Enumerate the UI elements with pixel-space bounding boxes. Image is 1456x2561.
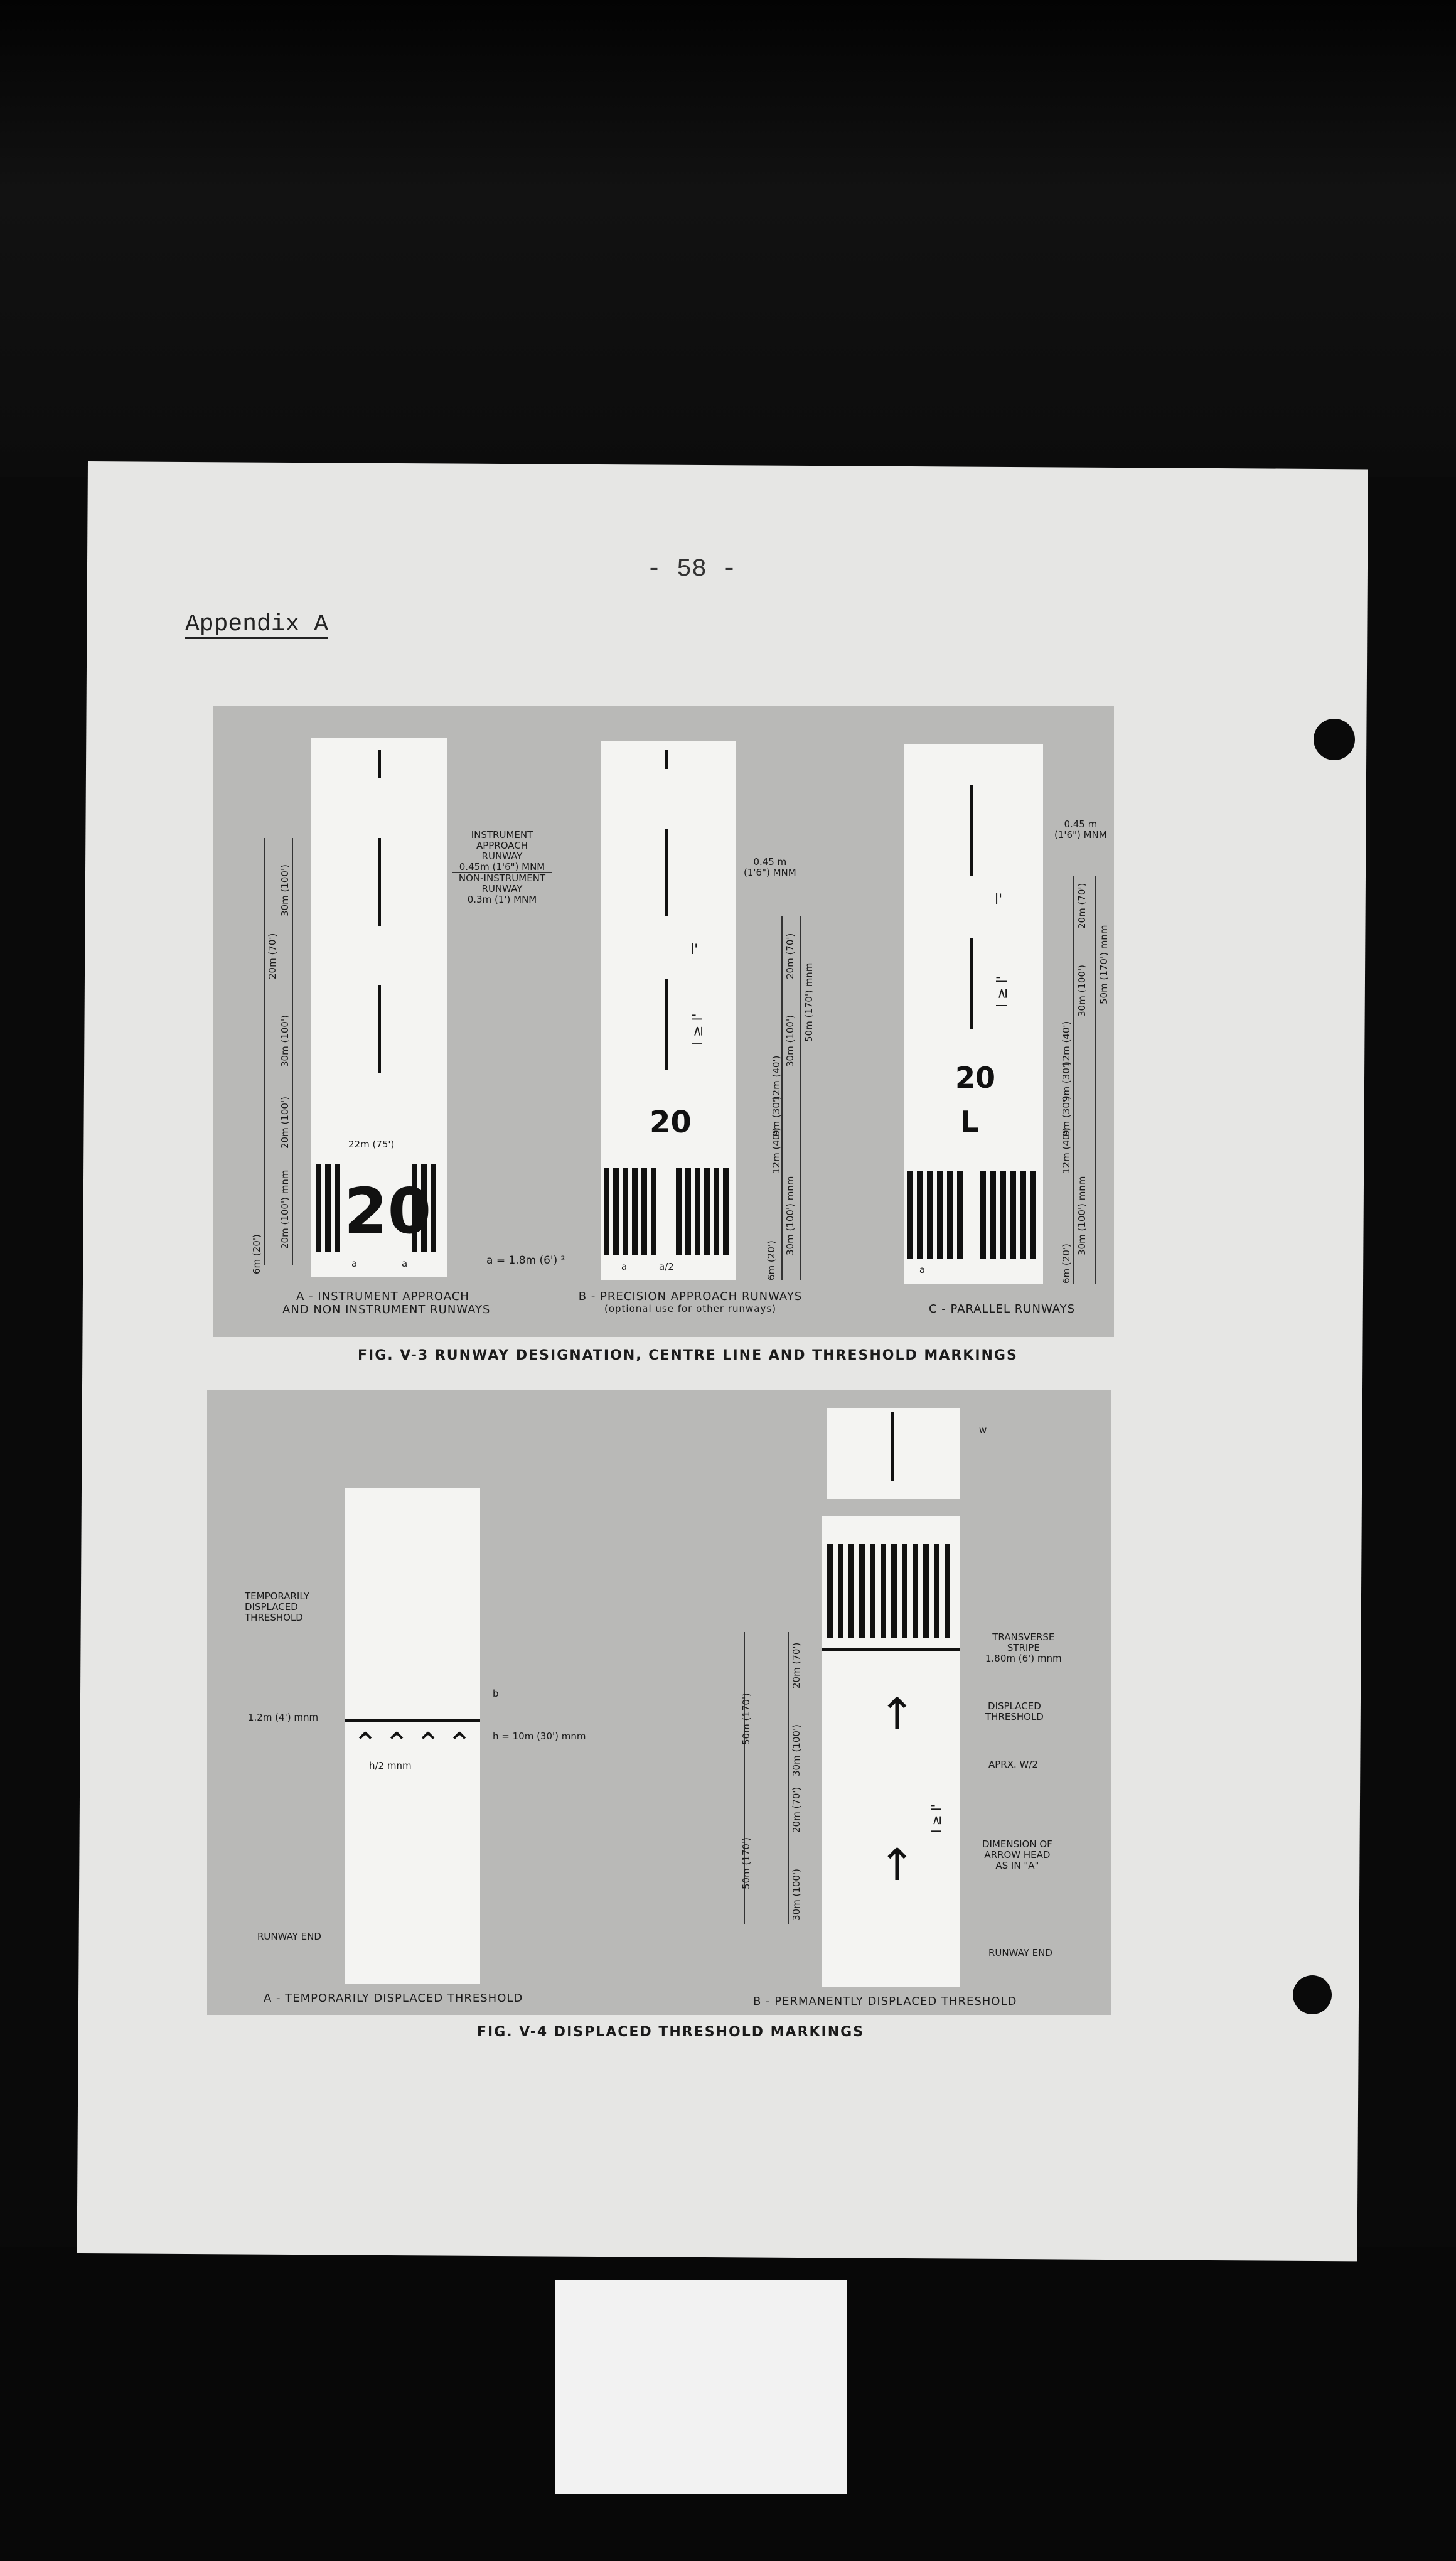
centreline-b-3 (665, 979, 668, 1070)
threshold-stripe (923, 1544, 929, 1638)
dimension-line (1073, 876, 1074, 1284)
dim-label: 20m (70') (791, 1786, 802, 1833)
threshold-stripe (990, 1171, 996, 1259)
dim-label: 12m (40') (1061, 1021, 1072, 1067)
a-label: a (919, 1264, 926, 1275)
threshold-stripe (1010, 1171, 1016, 1259)
arrow-up-icon: ↑ (879, 1689, 916, 1740)
dim-label: 50m (170') (741, 1837, 752, 1889)
dim-label: 50m (170') (741, 1693, 752, 1745)
threshold-stripe (917, 1171, 923, 1259)
threshold-stripe (714, 1168, 719, 1255)
arrow-up-icon: ↑ (879, 1839, 916, 1891)
dim-label: 30m (100') (791, 1724, 802, 1776)
dim-label: 9m (30') (1061, 1096, 1072, 1136)
b-label: b (493, 1688, 499, 1699)
threshold-stripe (927, 1171, 933, 1259)
dim-label: 30m (100') (279, 864, 291, 916)
l-label: l' (995, 892, 1003, 908)
dim-label: 12m (40') (771, 1127, 782, 1174)
page-number: - 58 - (646, 556, 737, 584)
threshold-stripe (848, 1544, 854, 1638)
threshold-stripe (704, 1168, 710, 1255)
caption-a: A - INSTRUMENT APPROACH AND NON INSTRUMENT RUNWAYS (282, 1290, 491, 1316)
centreline-a-1 (378, 750, 381, 778)
film-border-top (0, 0, 1456, 477)
runway-end-b: RUNWAY END (988, 1947, 1052, 1958)
dim-label: 30m (100') mnm (784, 1176, 796, 1255)
a-label: a (402, 1258, 408, 1269)
a-formula: a = 1.8m (6') ² (486, 1254, 565, 1267)
ineq-v4: l ≥ l' (929, 1803, 944, 1833)
caption-c: C - PARALLEL RUNWAYS (929, 1302, 1076, 1316)
dim-label: 30m (100') mnm (1076, 1176, 1088, 1255)
centreline-a-2 (378, 838, 381, 926)
instrument-note: INSTRUMENT APPROACH RUNWAY 0.45m (1'6") MNM NON-INSTRUMENT RUNWAY 0.3m (1') MNM (452, 830, 552, 905)
caption-v4-a: A - TEMPORARILY DISPLACED THRESHOLD (264, 1992, 523, 2005)
width-label-a: 22m (75') (348, 1139, 395, 1150)
dim-label: 20m (100') mnm (279, 1169, 291, 1249)
threshold-stripe (945, 1544, 950, 1638)
designator-a: 20 (344, 1174, 432, 1248)
dim-label: 12m (40') (771, 1055, 782, 1102)
dimension-line (788, 1632, 789, 1924)
threshold-stripe (907, 1171, 913, 1259)
threshold-stripe (937, 1171, 943, 1259)
dim-label: 6m (20') (1061, 1243, 1072, 1284)
dim-label: 9m (30') (1061, 1061, 1072, 1102)
threshold-stripe (881, 1544, 886, 1638)
threshold-stripe (902, 1544, 907, 1638)
a-label: a (621, 1261, 628, 1272)
displaced-threshold-label: DISPLACED THRESHOLD (985, 1700, 1044, 1722)
designator-c: 20 (955, 1061, 996, 1095)
threshold-stripe (431, 1164, 436, 1252)
ineq-b: l ≥ l' (690, 1013, 706, 1045)
arrow-head-icon: ⌃ (384, 1726, 410, 1761)
arrow-head-icon: ⌃ (415, 1726, 441, 1761)
dim-label: 50m (170') mnm (1098, 925, 1110, 1004)
threshold-stripe (980, 1171, 986, 1259)
threshold-stripe (676, 1168, 682, 1255)
centreline-v4-b-top (891, 1412, 894, 1481)
dim-label: 20m (70') (791, 1642, 802, 1689)
threshold-stripe (1000, 1171, 1006, 1259)
centreline-c-2 (970, 938, 973, 1029)
a-label: a (351, 1258, 358, 1269)
dim-label: 20m (70') (784, 933, 796, 979)
blank-card (555, 2280, 847, 2494)
threshold-stripe (641, 1168, 647, 1255)
half-a-label: a/2 (659, 1261, 674, 1272)
transverse-line-a (345, 1719, 480, 1722)
threshold-stripe (913, 1544, 918, 1638)
dimension-line (292, 838, 293, 1265)
punch-hole-bottom (1293, 1975, 1332, 2014)
centreline-a-3 (378, 985, 381, 1073)
dim-label: 20m (100') (279, 1097, 291, 1149)
dimension-line (800, 916, 801, 1280)
dim-label: 30m (100') (791, 1869, 802, 1921)
caption-v4-b: B - PERMANENTLY DISPLACED THRESHOLD (753, 1995, 1017, 2008)
fig-v4-title: FIG. V-4 DISPLACED THRESHOLD MARKINGS (477, 2024, 865, 2040)
threshold-stripe (957, 1171, 963, 1259)
threshold-stripe (1030, 1171, 1036, 1259)
threshold-stripe (685, 1168, 691, 1255)
punch-hole-top (1314, 719, 1355, 760)
h-label: h = 10m (30') mnm (493, 1731, 586, 1742)
designator-b: 20 (650, 1105, 692, 1140)
w-label: w (979, 1424, 987, 1436)
dim-label: 9m (30') (771, 1096, 782, 1136)
threshold-stripe (827, 1544, 833, 1638)
temp-threshold-label: TEMPORARILY DISPLACED THRESHOLD (245, 1591, 309, 1623)
ineq-c: l ≥ l' (995, 975, 1010, 1007)
dim-label: 30m (100') (279, 1015, 291, 1067)
dim-label: 20m (70') (267, 933, 278, 979)
transverse-stripe (822, 1648, 960, 1651)
centreline-width-b: 0.45 m (1'6") MNM (744, 856, 796, 878)
threshold-stripe (838, 1544, 843, 1638)
fig-v4-panel (207, 1390, 1111, 2015)
centreline-b-2 (665, 829, 668, 916)
threshold-stripe (1020, 1171, 1026, 1259)
runway-end-a: RUNWAY END (257, 1931, 321, 1942)
arrow-head-icon: ⌃ (447, 1726, 473, 1761)
threshold-stripe (613, 1168, 619, 1255)
threshold-stripe (604, 1168, 609, 1255)
threshold-stripe (623, 1168, 628, 1255)
threshold-stripe (325, 1164, 331, 1252)
threshold-stripe (947, 1171, 953, 1259)
caption-b: B - PRECISION APPROACH RUNWAYS (optional use for other runways) (578, 1290, 803, 1314)
dim-label: 12m (40') (1061, 1127, 1072, 1174)
centreline-c-1 (970, 785, 973, 876)
half-b-label: h/2 mnm (369, 1760, 412, 1771)
threshold-stripe (695, 1168, 700, 1255)
threshold-stripe (870, 1544, 875, 1638)
arrow-head-icon: ⌃ (353, 1726, 378, 1761)
threshold-stripe (934, 1544, 939, 1638)
dim-label: 30m (100') (1076, 965, 1088, 1017)
threshold-stripe (632, 1168, 638, 1255)
runway-letter-c: L (960, 1105, 979, 1139)
aprx-label: APRX. W/2 (988, 1759, 1038, 1770)
appendix-heading: Appendix A (185, 611, 329, 638)
threshold-stripe (859, 1544, 865, 1638)
threshold-stripe (723, 1168, 729, 1255)
dim-label: 20m (70') (1076, 883, 1088, 929)
threshold-stripe (651, 1168, 656, 1255)
centreline-b-1 (665, 750, 668, 769)
arrow-head-dim-label: DIMENSION OF ARROW HEAD AS IN "A" (982, 1839, 1052, 1871)
dim-label: 6m (20') (766, 1240, 777, 1280)
threshold-stripe (316, 1164, 321, 1252)
dimension-line (1095, 876, 1096, 1284)
dim-label: 30m (100') (784, 1015, 796, 1067)
centreline-width-c: 0.45 m (1'6") MNM (1054, 819, 1107, 840)
threshold-stripe (891, 1544, 897, 1638)
width-label-v4a: 1.2m (4') mnm (248, 1712, 319, 1723)
dim-label: 6m (20') (251, 1234, 262, 1274)
dim-label: 50m (170') mnm (803, 962, 815, 1042)
threshold-stripe (335, 1164, 340, 1252)
fig-v3-title: FIG. V-3 RUNWAY DESIGNATION, CENTRE LINE AND THRESHOLD MARKINGS (358, 1348, 1018, 1363)
dimension-line (264, 838, 265, 1265)
transverse-stripe-label: TRANSVERSE STRIPE 1.80m (6') mnm (985, 1631, 1062, 1664)
l-label: l' (690, 942, 699, 958)
